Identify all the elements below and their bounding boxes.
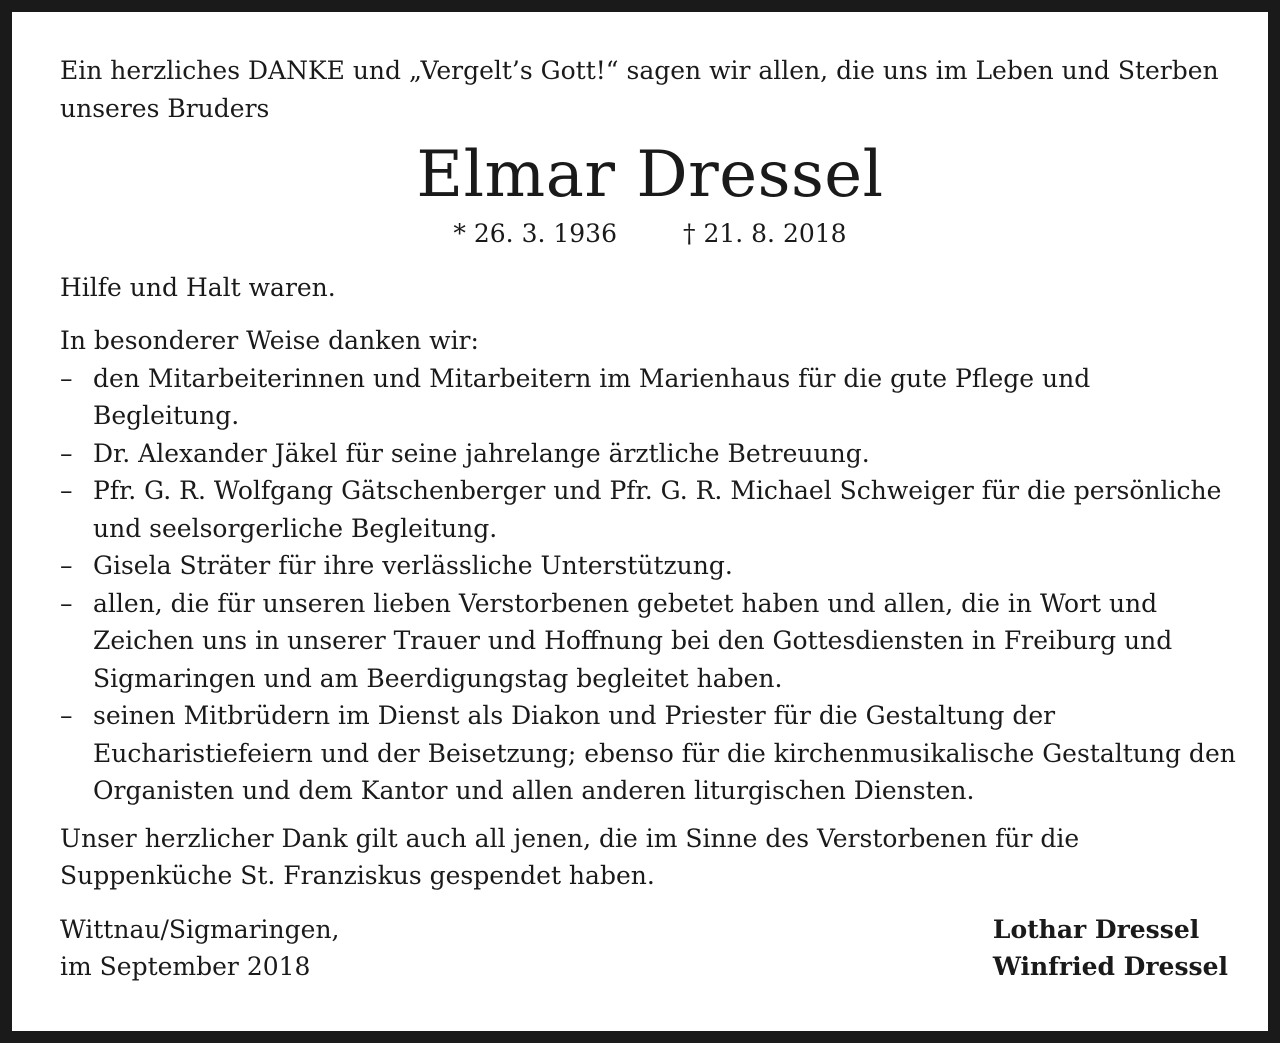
notice-content [60,52,1240,986]
list-item-text: Gisela Sträter für ihre verlässliche Unterstützung. [93,551,733,580]
dash-bullet: – [60,701,73,730]
list-item [60,585,1240,698]
life-dates [60,215,1240,253]
list-item-text: den Mitarbeiterinnen und Mitarbeitern im Marienhaus für die gute Pflege und Begleitung. [93,363,1091,430]
list-item-text: Dr. Alexander Jäkel für seine jahrelange ärztliche Betreuung. [93,438,870,468]
signers-block [993,911,1228,986]
place: Wittnau/Sigmaringen, [60,914,340,944]
list-item-text: seinen Mitbrüdern im Dienst als Diakon und Priester für die Gestaltung der Eucharistiefeiern und der Beisetzung; ebenso für die kirchenmusikalische Gestaltung den Organisten und dem Kantor und allen anderen liturgischen Diensten. [93,701,1236,805]
thanks-list [60,360,1240,810]
list-item [60,697,1240,810]
dash-bullet: – [60,476,73,505]
dash-bullet: – [60,438,73,468]
signer-name: Winfried Dressel [992,952,1228,981]
list-item-text: Pfr. G. R. Wolfgang Gätschenberger und Pfr. G. R. Michael Schweiger für die persönliche und seelsorgerliche Begleitung. [93,476,1222,543]
place-date-block [60,911,340,986]
closing-text: Unser herzlicher Dank gilt auch all jenen, die im Sinne des Verstorbenen für die Suppenküche St. Franziskus gespendet haben. [60,823,1080,890]
deceased-name: Elmar Dressel [416,138,884,212]
thanks-intro: In besonderer Weise danken wir: [60,326,479,355]
birth-date: * 26. 3. 1936 [453,219,617,248]
death-date: † 21. 8. 2018 [683,219,847,248]
dash-bullet: – [60,363,73,393]
list-item [60,435,1240,473]
intro-text: Ein herzliches DANKE und „Vergelt’s Gott!“ sagen wir allen, die uns im Leben und Sterben unseres Bruders [60,56,1219,123]
dash-bullet: – [60,588,73,618]
date: im September 2018 [60,952,311,981]
footer [60,911,1240,986]
dash-bullet: – [60,551,73,580]
list-item-text: allen, die für unseren lieben Verstorbenen gebetet haben und allen, die in Wort und Zeichen uns in unserer Trauer und Hoffnung bei den Gottesdiensten in Freiburg und Sigmaringen und am Beerdigungstag begleitet haben. [93,588,1173,693]
list-item [60,360,1240,435]
support-line: Hilfe und Halt waren. [60,272,336,302]
list-item [60,472,1240,547]
list-item [60,547,1240,585]
signer-name: Lothar Dressel [992,914,1200,944]
